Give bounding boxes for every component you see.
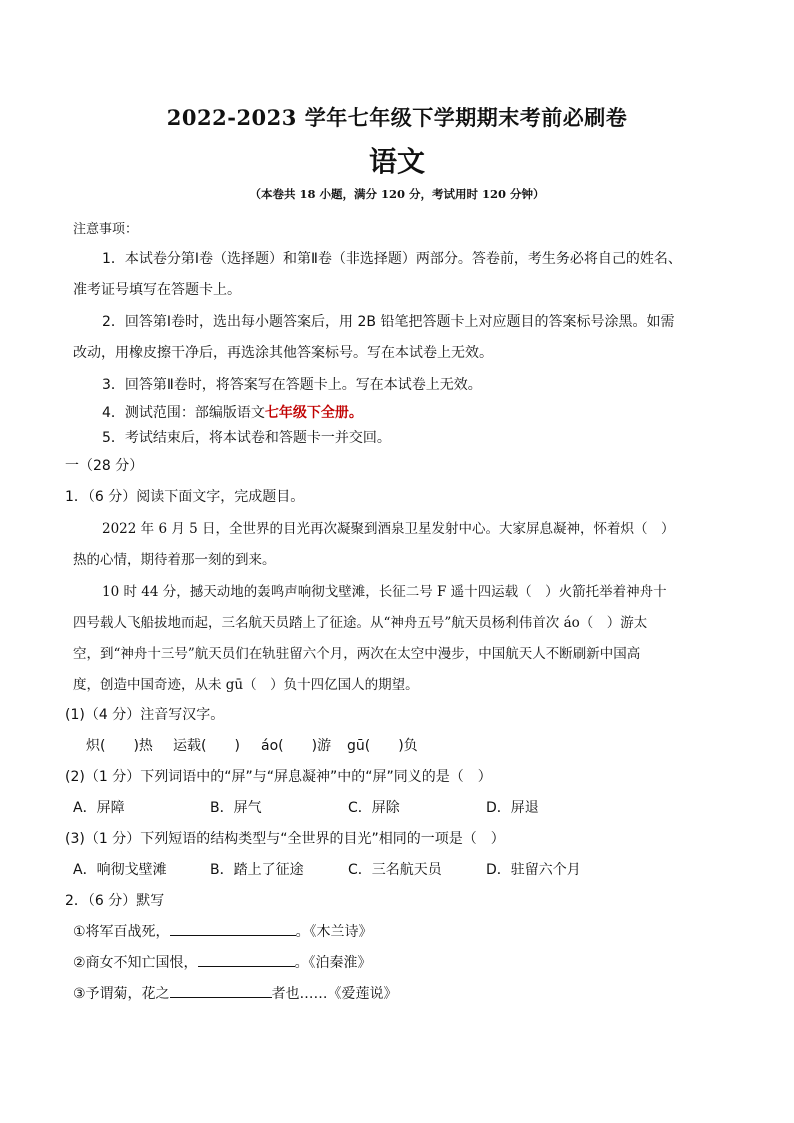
notice-item-1-cont: 准考证号填写在答题卡上。: [73, 282, 241, 298]
recitation-line-2-prefix: ②商女不知亡国恨，: [73, 955, 198, 971]
notice-item-3: 3．回答第Ⅱ卷时，将答案写在答题卡上。写在本试卷上无效。: [102, 377, 482, 393]
passage-paragraph-2-line-3: 空，到“神舟十三号”航天员们在轨驻留六个月，两次在太空中漫步，中国航天人不断刷新中国高: [73, 646, 641, 662]
option-c: C．屏除: [348, 800, 400, 816]
recitation-line-3-prefix: ③予谓菊，花之: [73, 986, 170, 1002]
answer-blank[interactable]: [170, 983, 272, 998]
recitation-line-1-prefix: ①将军百战死，: [73, 924, 170, 940]
passage-paragraph-2-line-2: 四号载人飞船拔地而起，三名航天员踏上了征途。从“神舟五号”航天员杨利伟首次 áo（ ）游太: [73, 615, 648, 631]
exam-title: 2022-2023 学年七年级下学期期末考前必刷卷: [166, 105, 628, 130]
option-b: B．屏气: [210, 800, 262, 816]
option-d: D．屏退: [486, 800, 539, 816]
question-1-heading: 1．（6 分）阅读下面文字，完成题目。: [65, 489, 305, 505]
subquestion-2-heading: (2)（1 分）下列词语中的“屏”与“屏息凝神”中的“屏”同义的是（ ）: [65, 769, 492, 785]
subject-title: 语文: [368, 145, 425, 178]
notice-item-2-cont: 改动，用橡皮擦干净后，再选涂其他答案标号。写在本试卷上无效。: [73, 345, 493, 361]
pinyin-item: 炽( )热: [86, 738, 153, 754]
option-a: A．响彻戈壁滩: [73, 862, 167, 878]
notice-heading: 注意事项：: [73, 222, 139, 237]
notice-item-4: [102, 402, 363, 422]
passage-paragraph-1: 2022 年 6 月 5 日，全世界的目光再次凝聚到酒泉卫星发射中心。大家屏息凝神，怀着炽（ ）: [102, 521, 675, 537]
subquestion-3-heading: (3)（1 分）下列短语的结构类型与“全世界的目光”相同的一项是（ ）: [65, 831, 505, 847]
option-b: B．踏上了征途: [210, 862, 304, 878]
passage-paragraph-2: 10 时 44 分，撼天动地的轰鸣声响彻戈壁滩，长征二号 F 遥十四运载（ ）火箭托举着神舟十: [102, 584, 667, 600]
recitation-line-3-suffix: 者也……《爱莲说》: [271, 986, 398, 1002]
option-d: D．驻留六个月: [486, 862, 581, 878]
passage-paragraph-2-line-4: 度，创造中国奇迹，从未 gū（ ）负十四亿国人的期望。: [73, 677, 419, 693]
section-heading: 一（28 分）: [65, 458, 144, 474]
passage-paragraph-1-cont: 热的心情，期待着那一刻的到来。: [73, 552, 276, 568]
recitation-line-3: [73, 983, 398, 1003]
pinyin-item: áo( )游: [261, 738, 332, 754]
recitation-line-2: [73, 952, 372, 972]
exam-note: （本卷共 18 小题，满分 120 分，考试用时 120 分钟）: [249, 187, 545, 201]
notice-item-4-range: 七年级下全册。: [264, 405, 363, 421]
recitation-line-1-suffix: 。《木兰诗》: [295, 924, 373, 940]
recitation-line-1: [73, 921, 373, 941]
answer-blank[interactable]: [170, 921, 296, 936]
notice-item-1: 1．本试卷分第Ⅰ卷（选择题）和第Ⅱ卷（非选择题）两部分。答卷前，考生务必将自己的姓名、: [102, 251, 682, 267]
option-a: A．屏障: [73, 800, 125, 816]
pinyin-item: 运载( ): [173, 738, 240, 754]
question-2-heading: 2．（6 分）默写: [65, 893, 165, 909]
notice-item-4-text: 4．测试范围：部编版语文: [102, 405, 265, 421]
notice-item-5: 5．考试结束后，将本试卷和答题卡一并交回。: [102, 430, 391, 446]
subquestion-1-heading: (1)（4 分）注音写汉字。: [65, 707, 225, 723]
notice-item-2: 2．回答第Ⅰ卷时，选出每小题答案后，用 2B 铅笔把答题卡上对应题目的答案标号涂黑。如需: [102, 314, 675, 330]
answer-blank[interactable]: [198, 952, 295, 967]
option-c: C．三名航天员: [348, 862, 442, 878]
recitation-line-2-suffix: 。《泊秦淮》: [294, 955, 372, 971]
pinyin-item: gū( )负: [347, 738, 418, 754]
